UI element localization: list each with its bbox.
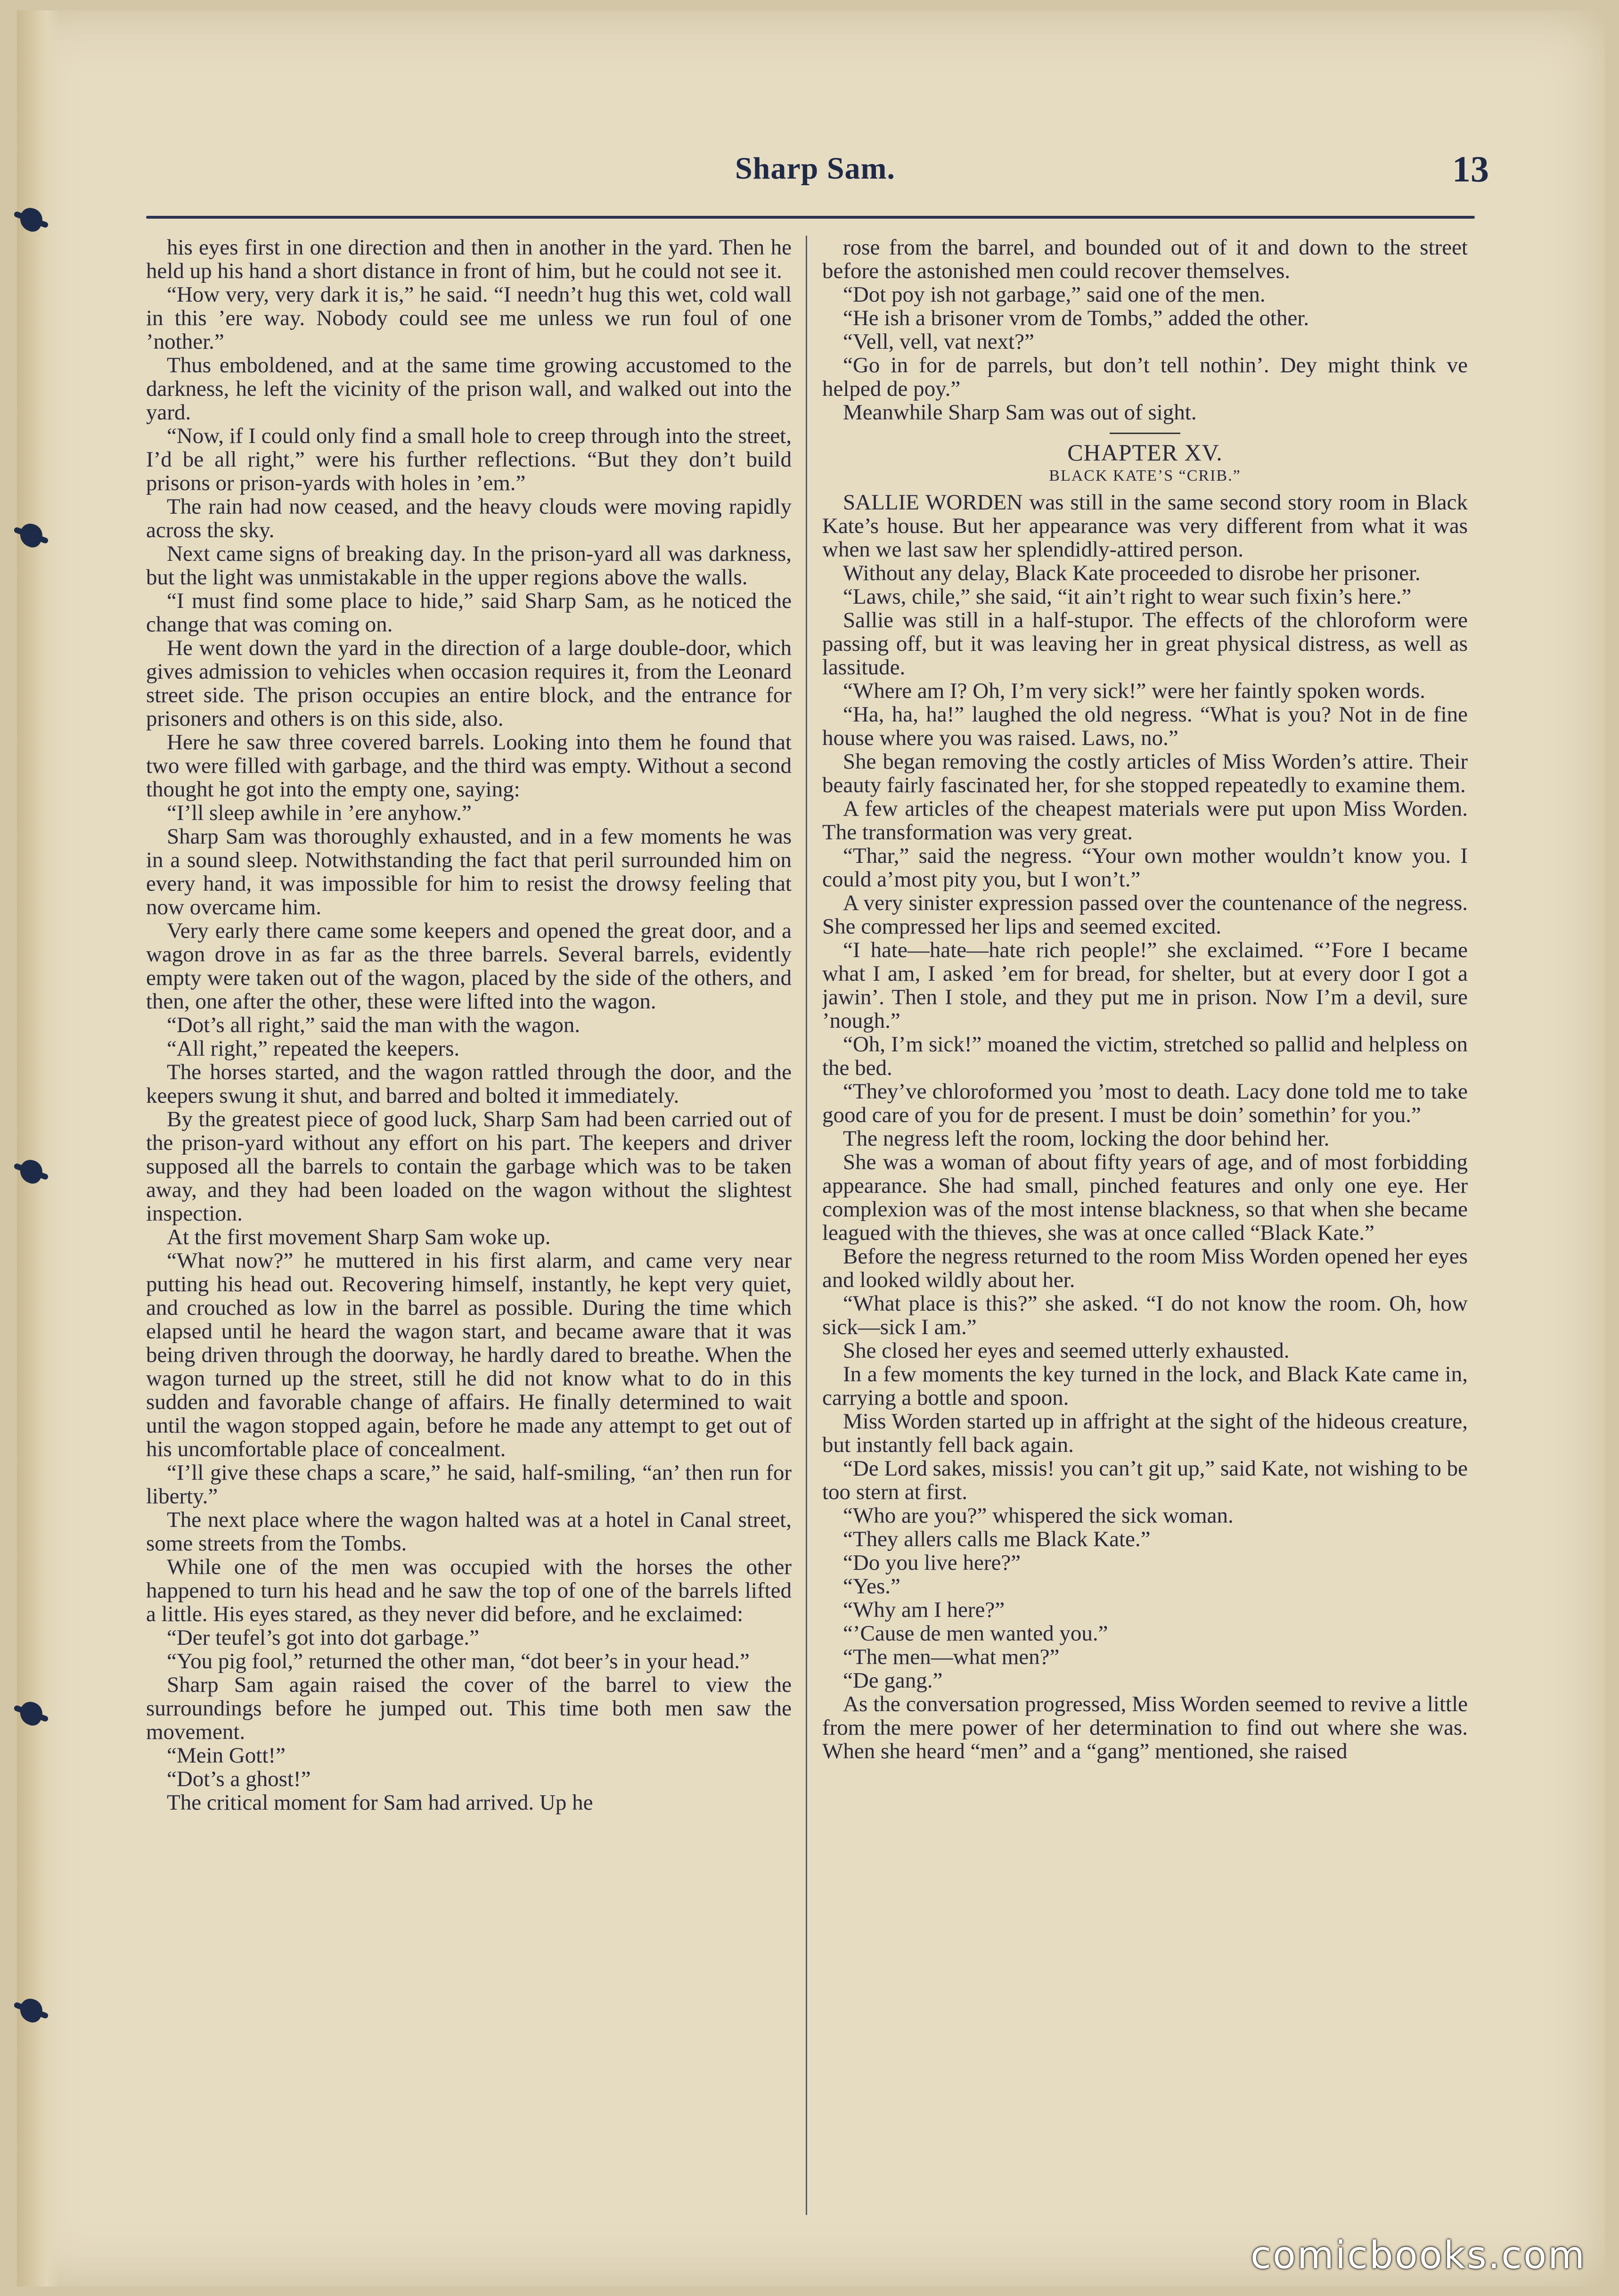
paragraph: “Yes.” (843, 1574, 900, 1599)
paragraph: “’Cause de men wanted you.” (843, 1621, 1108, 1646)
running-header (141, 148, 1489, 203)
paragraph: The rain had now ceased, and the heavy clouds were moving rapidly across the sky. (146, 494, 792, 542)
paragraph: “Oh, I’m sick!” moaned the victim, stretched so pallid and helpless on the bed. (822, 1032, 1468, 1080)
right-column-top-paragraphs (822, 236, 1468, 424)
paragraph: Without any delay, Black Kate proceeded to disrobe her prisoner. (843, 561, 1421, 585)
paragraph: By the greatest piece of good luck, Sharp Sam had been carried out of the prison-yard without any effort on his part. The keepers and driver supposed all the barrels to contain the garbage which was to be taken away, and they had been loaded on the wagon without the slightest inspection. (146, 1107, 792, 1226)
paragraph: “De gang.” (843, 1668, 943, 1693)
chapter-subheading: BLACK KATE’S “CRIB.” (1049, 467, 1241, 484)
paragraph: “You pig fool,” returned the other man, “dot beer’s in your head.” (167, 1649, 750, 1673)
paragraph: “I’ll give these chaps a scare,” he said, half-smiling, “an’ then run for liberty.” (146, 1460, 792, 1509)
paragraph: Thus emboldened, and at the same time growing accustomed to the darkness, he left the vicinity of the prison wall, and walked out into the yard. (146, 353, 792, 425)
paragraph: rose from the barrel, and bounded out of it and down to the street before the astonished men could recover themselves. (822, 236, 1468, 283)
watermark-logo: comicbooks.com (1250, 2233, 1586, 2277)
paragraph: A very sinister expression passed over the countenance of the negress. She compressed her lips and seemed excited. (822, 891, 1468, 939)
paragraph: SALLIE WORDEN was still in the same second story room in Black Kate’s house. But her appearance was very different from what it was when we last saw her splendidly-attired person. (822, 490, 1468, 562)
page-number: 13 (1452, 148, 1489, 189)
paragraph: “Ha, ha, ha!” laughed the old negress. “What is you? Not in de fine house where you was raised. Laws, no.” (822, 702, 1468, 750)
paragraph: “The men—what men?” (843, 1645, 1060, 1669)
paragraph: The horses started, and the wagon rattled through the door, and the keepers swung it shut, and barred and bolted it immediately. (146, 1060, 792, 1108)
paragraph: “Vell, vell, vat next?” (843, 329, 1034, 354)
paragraph: “Dot’s a ghost!” (167, 1767, 311, 1791)
paragraph: “I’ll sleep awhile in ’ere anyhow.” (167, 801, 472, 825)
paragraph: “Thar,” said the negress. “Your own mother wouldn’t know you. I could a’most pity you, but I won’t.” (822, 844, 1468, 892)
paragraph: “I hate—hate—hate rich people!” she exclaimed. “’Fore I became what I am, I asked ’em for bread, for shelter, but at every door I got a jawin’. Then I stole, and they put me in prison. Now I’m a devil, sure ’nough.” (822, 938, 1468, 1033)
header-rule (146, 216, 1475, 219)
paragraph: “Go in for de parrels, but don’t tell nothin’. Dey might think ve helped de poy.” (822, 353, 1468, 401)
paragraph: “They allers calls me Black Kate.” (843, 1527, 1151, 1551)
paragraph: The next place where the wagon halted was at a hotel in Canal street, some streets from the Tombs. (146, 1508, 792, 1556)
paragraph: Sharp Sam again raised the cover of the barrel to view the surroundings before he jumped out. This time both men saw the movement. (146, 1673, 792, 1744)
paragraph: In a few moments the key turned in the lock, and Black Kate came in, carrying a bottle and spoon. (822, 1362, 1468, 1410)
paragraph: As the conversation progressed, Miss Worden seemed to revive a little from the mere power of her determination to find out where she was. When she heard “men” and a “gang” mentioned, she raised (822, 1692, 1468, 1763)
paragraph: She was a woman of about fifty years of age, and of most forbidding appearance. She had small, pinched features and only one eye. Her complexion was of the most intense blackness, so that when she became leagued with the thieves, she was at once called “Black Kate.” (822, 1150, 1468, 1245)
paragraph: “Mein Gott!” (167, 1743, 286, 1768)
paragraph: She began removing the costly articles of Miss Worden’s attire. Their beauty fairly fascinated her, for she stopped repeatedly to examine them. (822, 749, 1468, 797)
paragraph: Meanwhile Sharp Sam was out of sight. (843, 400, 1197, 425)
paragraph: “He ish a brisoner vrom de Tombs,” added the other. (843, 306, 1309, 330)
page-binding (17, 10, 59, 2287)
paragraph: The critical moment for Sam had arrived. Up he (167, 1790, 593, 1815)
paragraph: Before the negress returned to the room Miss Worden opened her eyes and looked wildly about her. (822, 1244, 1468, 1292)
paragraph: Very early there came some keepers and opened the great door, and a wagon drove in as far as the three barrels. Several barrels, evidently empty were taken out of the wagon, placed by the side of the others, and then, one after the other, these were lifted into the wagon. (146, 918, 792, 1014)
paragraph: Sallie was still in a half-stupor. The effects of the chloroform were passing off, but it was leaving her in great physical distress, as well as lassitude. (822, 608, 1468, 680)
paragraph: “What place is this?” she asked. “I do not know the room. Oh, how sick—sick I am.” (822, 1291, 1468, 1339)
paragraph: “Der teufel’s got into dot garbage.” (167, 1625, 479, 1650)
chapter-rule (1110, 433, 1180, 434)
chapter-heading: CHAPTER XV. (1067, 439, 1223, 466)
right-column (822, 236, 1468, 2215)
paragraph: “Dot’s all right,” said the man with the wagon. (167, 1013, 581, 1037)
paragraph: “Why am I here?” (843, 1598, 1005, 1622)
paragraph: his eyes first in one direction and then in another in the yard. Then he held up his hand a short distance in front of him, but he could not see it. (146, 236, 792, 283)
paragraph: “Who are you?” whispered the sick woman. (843, 1503, 1234, 1528)
paragraph: Here he saw three covered barrels. Looking into them he found that two were filled with garbage, and the third was empty. Without a second thought he got into the empty one, saying: (146, 730, 792, 802)
paragraph: “I must find some place to hide,” said Sharp Sam, as he noticed the change that was coming on. (146, 589, 792, 637)
paragraph: While one of the men was occupied with the horses the other happened to turn his head and he saw the top of one of the barrels lifted a little. His eyes stared, as they never did before, and he exclaimed: (146, 1555, 792, 1626)
paragraph: He went down the yard in the direction of a large double-door, which gives admission to vehicles when occasion requires it, from the Leonard street side. The prison occupies an entire block, and the entrance for prisoners and others is on this side, also. (146, 636, 792, 731)
paragraph: “Now, if I could only find a small hole to creep through into the street, I’d be all right,” were his further reflections. “But they don’t build prisons or prison-yards with holes in ’em.” (146, 424, 792, 495)
paragraph: “Laws, chile,” she said, “it ain’t right to wear such fixin’s here.” (843, 584, 1412, 609)
right-column-chapter-paragraphs (822, 491, 1468, 1763)
paragraph: “De Lord sakes, missis! you can’t git up,” said Kate, not wishing to be too stern at first. (822, 1456, 1468, 1504)
paragraph: A few articles of the cheapest materials were put upon Miss Worden. The transformation was very great. (822, 796, 1468, 845)
paragraph: “How very, very dark it is,” he said. “I needn’t hug this wet, cold wall in this ’ere way. Nobody could see me unless we run foul of one ’nother.” (146, 282, 792, 354)
left-column (146, 236, 792, 2215)
paragraph: Miss Worden started up in affright at the sight of the hideous creature, but instantly fell back again. (822, 1409, 1468, 1457)
paragraph: “Do you live here?” (843, 1550, 1021, 1575)
paragraph: “They’ve chloroformed you ’most to death. Lacy done told me to take good care of you for de present. I must be doin’ somethin’ for you.” (822, 1079, 1468, 1127)
column-divider (806, 236, 807, 2215)
paragraph: Next came signs of breaking day. In the prison-yard all was darkness, but the light was unmistakable in the upper regions above the walls. (146, 541, 792, 590)
paragraph: The negress left the room, locking the door behind her. (843, 1126, 1330, 1151)
paragraph: “All right,” repeated the keepers. (167, 1036, 460, 1061)
paragraph: She closed her eyes and seemed utterly exhausted. (843, 1338, 1290, 1363)
paragraph: Sharp Sam was thoroughly exhausted, and in a few moments he was in a sound sleep. Notwithstanding the fact that peril surrounded him on every hand, it was impossible for him to resist the drowsy feeling that now overcame him. (146, 824, 792, 919)
paragraph: “Where am I? Oh, I’m very sick!” were her faintly spoken words. (843, 679, 1425, 703)
paragraph: “What now?” he muttered in his first alarm, and came very near putting his head out. Recovering himself, instantly, he kept very quiet, and crouched as low in the barrel as possible. During the time which elapsed until he heard the wagon start, and became aware that it was being driven through the doorway, he hardly dared to breathe. When the wagon turned up the street, still he did not know what to do in this sudden and favorable change of affairs. He finally determined to wait until the wagon stopped again, before he made any attempt to get out of his uncomfortable place of concealment. (146, 1248, 792, 1461)
paragraph: “Dot poy ish not garbage,” said one of the men. (843, 282, 1266, 307)
running-title: Sharp Sam. (735, 151, 896, 186)
paragraph: At the first movement Sharp Sam woke up. (167, 1225, 551, 1249)
